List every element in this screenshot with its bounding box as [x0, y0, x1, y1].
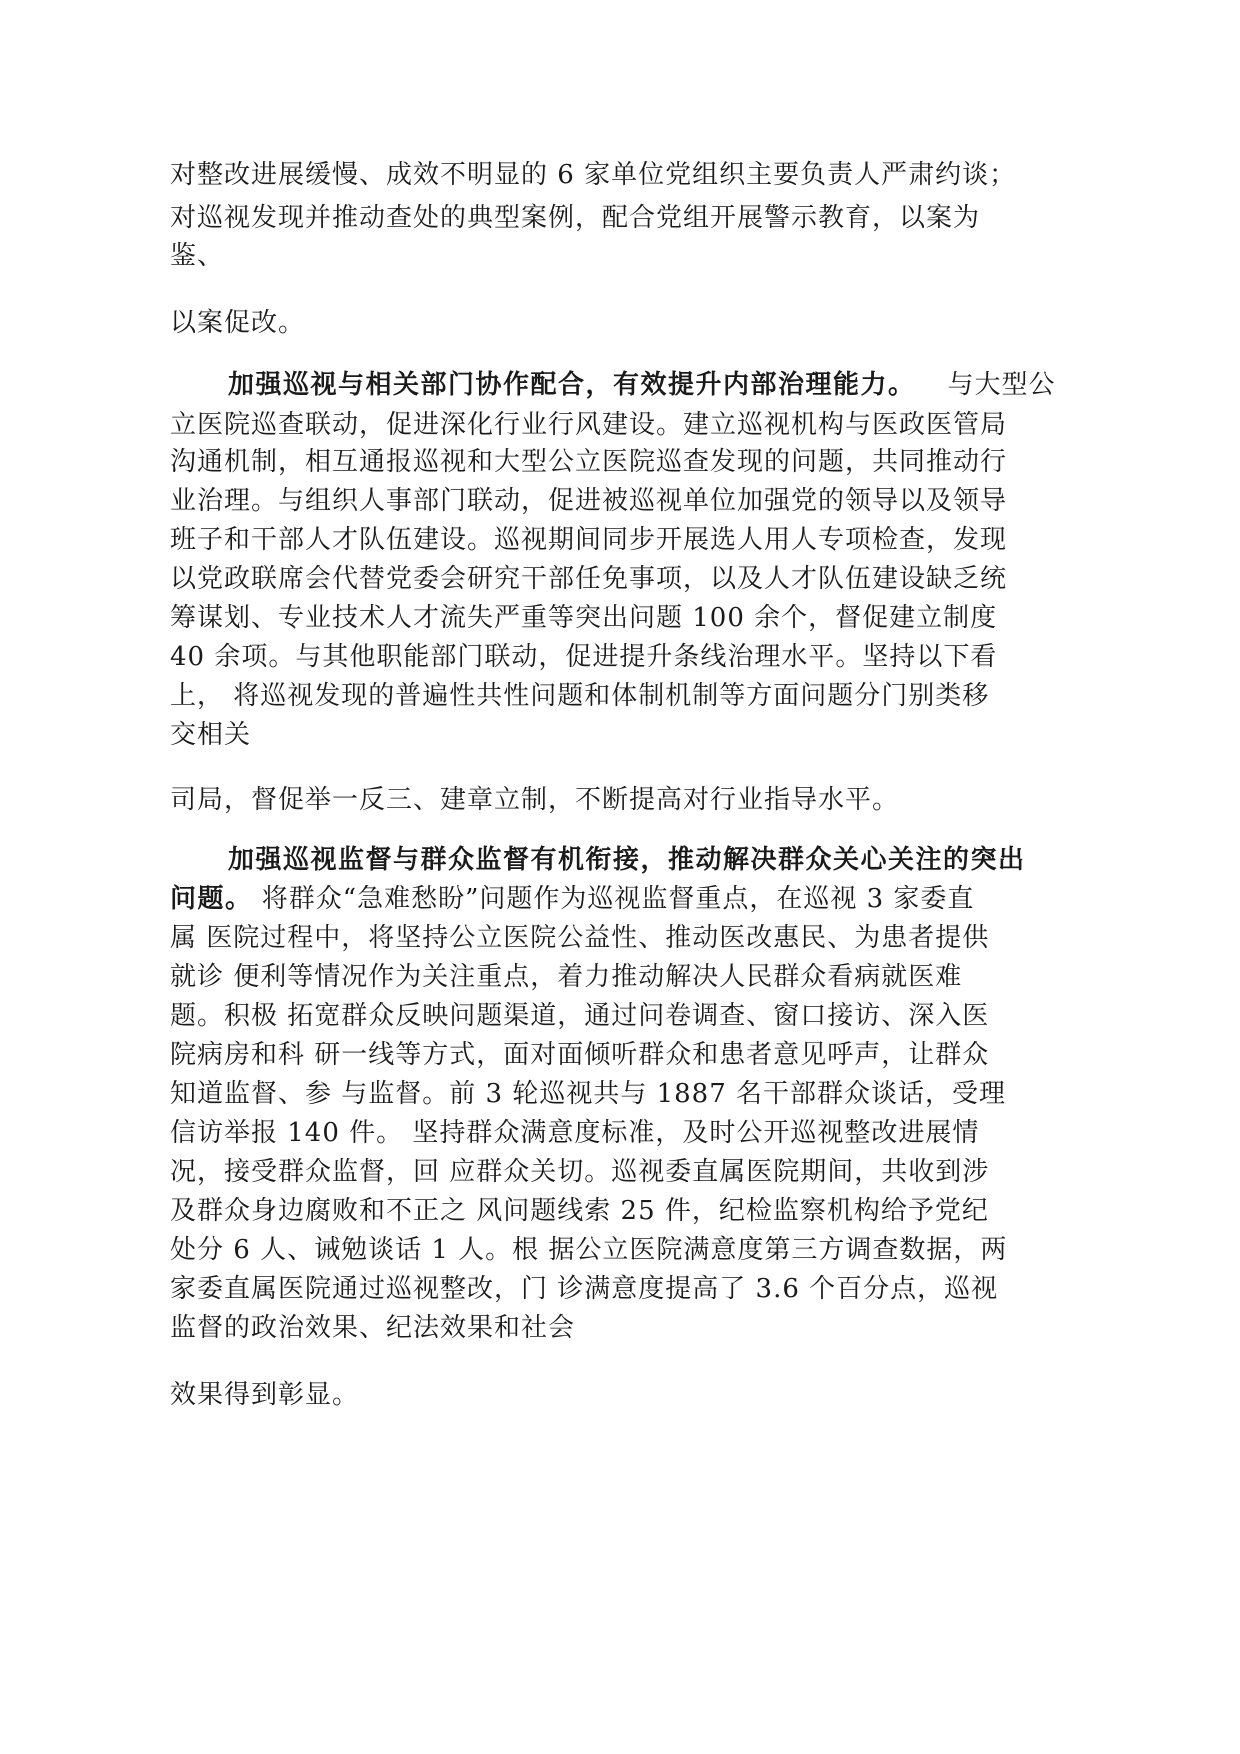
text-line: 对整改进展缓慢、成效不明显的 6 家单位党组织主要负责人严肃约谈； [170, 160, 1017, 190]
text-line: 效果得到彰显。 [170, 1380, 360, 1410]
section-heading-end: 问题。 [170, 884, 253, 914]
text-line: 以党政联席会代替党委会研究干部任免事项，以及人才队伍建设缺乏统 [170, 564, 1008, 594]
text-line: 筹谋划、专业技术人才流失严重等突出问题 100 余个，督促建立制度 [170, 603, 998, 633]
text-line: 以案促改。 [170, 308, 306, 338]
text-line: 交相关 [170, 720, 252, 750]
text-line: 及群众身边腐败和不正之 风问题线索 25 件，纪检监察机构给予党纪 [170, 1196, 989, 1226]
text-line: 司局，督促举一反三、建章立制，不断提高对行业指导水平。 [170, 785, 900, 815]
text-line: 题。积极 拓宽群众反映问题渠道，通过问卷调查、窗口接访、深入医 [170, 1001, 990, 1031]
text-line: 上， 将巡视发现的普遍性共性问题和体制机制等方面问题分门别类移 [170, 681, 990, 711]
text-line: 就诊 便利等情况作为关注重点，着力推动解决人民群众看病就医难 [170, 962, 963, 992]
text-line: 院病房和科 研一线等方式，面对面倾听群众和患者意见呼声，让群众 [170, 1040, 990, 1070]
text-line: 班子和干部人才队伍建设。巡视期间同步开展选人用人专项检查，发现 [170, 525, 1008, 555]
text-line: 知道监督、参 与监督。前 3 轮巡视共与 1887 名干部群众谈话，受理 [170, 1079, 1007, 1109]
text-line: 40 余项。与其他职能部门联动，促进提升条线治理水平。坚持以下看 [170, 642, 998, 672]
text-line: 沟通机制，相互通报巡视和大型公立医院巡查发现的问题，共同推动行 [170, 447, 1008, 477]
text-line: 信访举报 140 件。 坚持群众满意度标准，及时公开巡视整改进展情 [170, 1118, 980, 1148]
text-line: 家委直属医院通过巡视整改，门 诊满意度提高了 3.6 个百分点，巡视 [170, 1274, 999, 1304]
text-line: 与大型公 [947, 370, 1056, 400]
text-line: 监督的政治效果、纪法效果和社会 [170, 1313, 576, 1343]
text-line: 业治理。与组织人事部门联动，促进被巡视单位加强党的领导以及领导 [170, 486, 1008, 516]
section-heading: 加强巡视监督与群众监督有机衔接，推动解决群众关心关注的突出 [228, 845, 1026, 875]
section-heading: 加强巡视与相关部门协作配合，有效提升内部治理能力。 [228, 370, 916, 400]
paragraph-first-line [228, 367, 1056, 403]
text-line: 对巡视发现并推动查处的典型案例，配合党组开展警示教育，以案为 [170, 203, 981, 233]
text-line: 立医院巡查联动，促进深化行业行风建设。建立巡视机构与医政医管局 [170, 410, 1008, 440]
text-line: 况，接受群众监督，回 应群众关切。巡视委直属医院期间，共收到涉 [170, 1157, 990, 1187]
paragraph-line [170, 881, 974, 917]
text-line: 属 医院过程中，将坚持公立医院公益性、推动医改惠民、为患者提供 [170, 923, 990, 953]
text-line: 处分 6 人、诫勉谈话 1 人。根 据公立医院满意度第三方调查数据，两 [170, 1235, 1008, 1265]
text-line: 鉴、 [170, 241, 225, 271]
text-line: 将群众“急难愁盼”问题作为巡视监督重点，在巡视 3 家委直 [252, 884, 975, 914]
